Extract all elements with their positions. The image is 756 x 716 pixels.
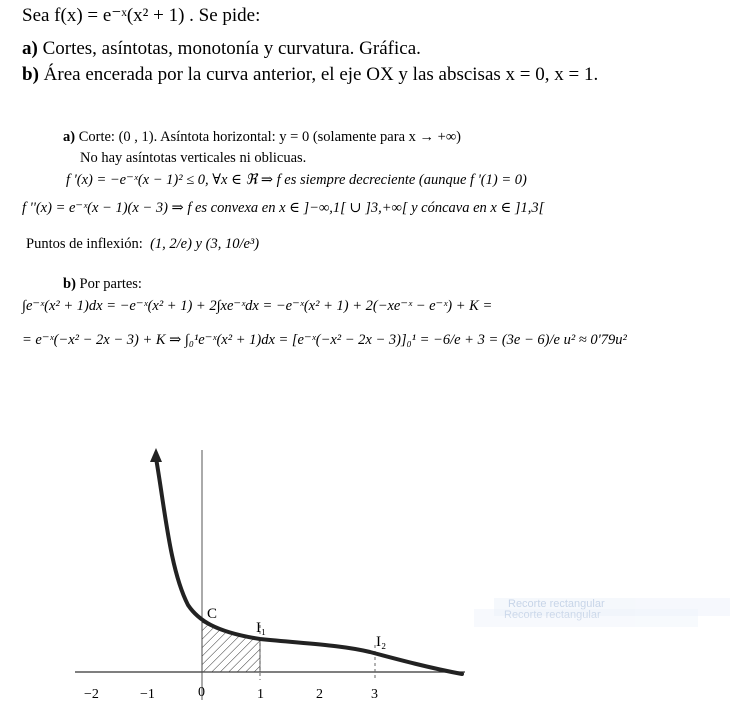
problem-statement: Sea f(x) = e⁻ˣ(x² + 1) . Se pide: (22, 5, 261, 26)
inflection-label: Puntos de inflexión: (26, 236, 143, 252)
tick-3: 3 (371, 687, 378, 702)
label-c: C (207, 606, 218, 622)
label-i2: I₂ (376, 634, 387, 650)
inflection-values: (1, 2/e) y (3, 10/e³) (150, 236, 260, 252)
integration-line2: = e⁻ˣ(−x² − 2x − 3) + K ⇒ ∫₀¹e⁻ˣ(x² + 1)dx = [e⁻ˣ(−x² − 2x − 3)]₀¹ = −6/e + 3 = (3e − 6)/e u² ≈ 0'79u² (22, 332, 627, 348)
part-b-label: b) (22, 64, 39, 85)
ghost-overlay-1: Recorte rectangular (494, 598, 730, 616)
tick-2: 2 (316, 687, 323, 702)
solution-a-line1 (63, 129, 461, 146)
arrow-head-icon (150, 448, 162, 462)
tick-minus-1: −1 (140, 687, 155, 702)
integration-line1: ∫e⁻ˣ(x² + 1)dx = −e⁻ˣ(x² + 1) + 2∫xe⁻ˣdx = −e⁻ˣ(x² + 1) + 2(−xe⁻ˣ − e⁻ˣ) + K = (22, 298, 493, 314)
problem-part-b (22, 64, 598, 86)
ghost-overlay-2: Recorte rectangular (474, 609, 698, 627)
solution-a-second-derivative: f ''(x) = e⁻ˣ(x − 1)(x − 3) ⇒ f es convexa en x ∈ ]−∞,1[ ∪ ]3,+∞[ y cóncava en x ∈ ]1,3[ (22, 200, 545, 216)
solution-b-text: Por partes: (75, 276, 142, 292)
solution-b-heading (63, 276, 142, 293)
solution-a-corte: Corte: (0 , 1). Asíntota horizontal: y = 0 (solamente para x → +∞) (75, 129, 461, 145)
part-b-text: Área encerada por la curva anterior, el eje OX y las abscisas x = 0, x = 1. (38, 64, 599, 85)
tick-0: 0 (198, 685, 205, 700)
tick-minus-2: −2 (84, 687, 99, 702)
tick-1: 1 (257, 687, 264, 702)
problem-part-a (22, 38, 421, 60)
solution-b-label: b) (63, 276, 76, 292)
solution-a-line2: No hay asíntotas verticales ni oblicuas. (80, 150, 307, 166)
label-i1: I₁ (256, 620, 267, 636)
part-a-label: a) (22, 38, 38, 59)
solution-a-derivative: f '(x) = −e⁻ˣ(x − 1)² ≤ 0, ∀x ∈ ℜ ⇒ f es siempre decreciente (aunque f '(1) = 0) (66, 172, 527, 188)
inflection-points (26, 236, 259, 253)
part-a-text: Cortes, asíntotas, monotonía y curvatura. Gráfica. (37, 38, 421, 59)
function-graph (70, 440, 470, 710)
solution-a-label: a) (63, 129, 76, 145)
shaded-area (202, 622, 260, 672)
